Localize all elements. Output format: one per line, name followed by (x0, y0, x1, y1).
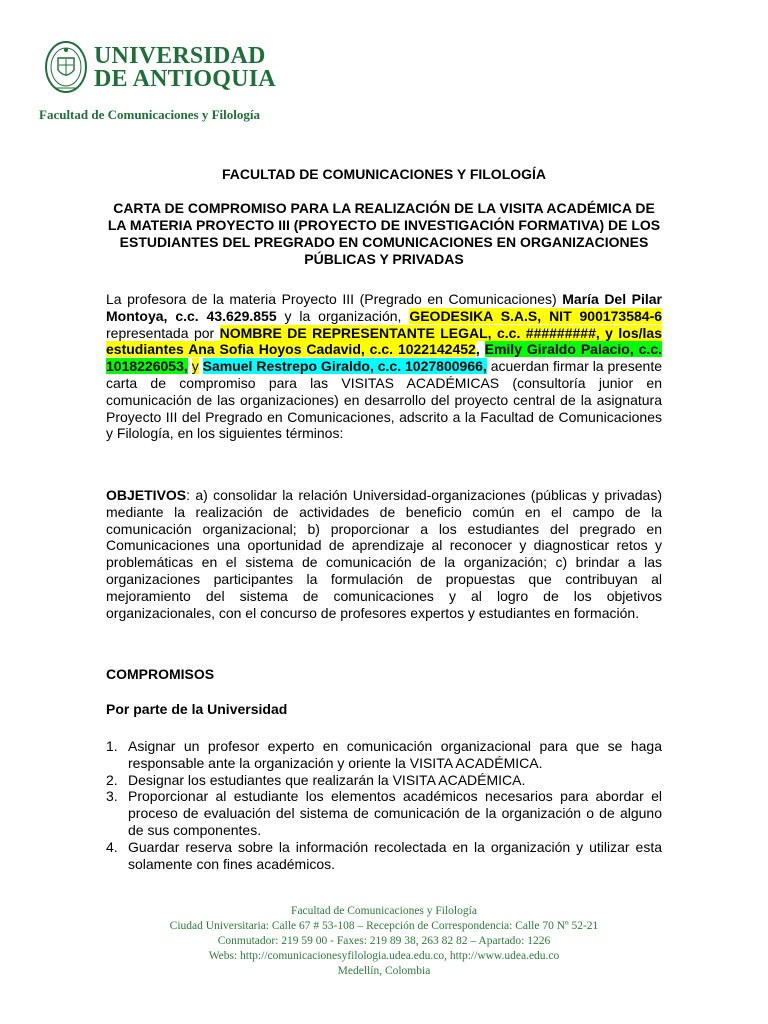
list-item-number: 2. (106, 771, 118, 788)
list-item-text: Designar los estudiantes que realizarán la VISITA ACADÉMICA. (128, 771, 526, 788)
representative-and-student1: NOMBRE DE REPRESENTANTE LEGAL, c.c. #########, y los/las estudiantes Ana Sofia Hoyos Cadavid, c.c. 1022142452 (106, 324, 662, 358)
student2: Emily Giraldo Palacio, c.c. 1018226053, (106, 341, 663, 375)
list-item (106, 738, 662, 772)
objectives-label: OBJETIVOS (106, 487, 187, 503)
intro-text-3: , (537, 307, 550, 324)
intro-text-8: acuerdan firmar la presente carta de compromiso para las VISITAS ACADÉMICAS (consultoría junior en comunicación de las organizaciones) en desarrollo del proyecto central de la asignatura Proyecto III del Pregrado en Comunicaciones, adscrito a la Facultad de Comunicaciones y Filología, en los siguientes términos: (106, 358, 662, 442)
organization-nit: NIT 900173584-6 (549, 307, 663, 324)
list-item (106, 839, 662, 873)
list-item (106, 788, 662, 838)
commitments-list (106, 738, 662, 872)
list-item-number: 3. (106, 788, 118, 805)
intro-text-4: representada por (106, 324, 220, 341)
professor-name: María Del Pilar Montoya, c.c. 43.629.855 (106, 291, 662, 324)
footer-phones: Conmutador: 219 59 00 - Faxes: 219 89 38, 263 82 82 – Apartado: 1226 (217, 935, 551, 947)
intro-paragraph (106, 291, 662, 442)
list-item-text: Guardar reserva sobre la información recolectada en la organización y utilizar esta solamente con fines académicos. (128, 838, 662, 872)
compromisos-heading: COMPROMISOS (106, 666, 215, 682)
university-header (39, 40, 444, 130)
objectives-text: : a) consolidar la relación Universidad-organizaciones (públicas y privadas) mediante la realización de actividades de beneficio común en el campo de la comunicación organizacional; b) proporcionar a los estudiantes del pregrado en Comunicaciones una oportunidad de aprendizaje al reconocer y diagnosticar retos y problemáticas en el sistema de comunicación de la organización; c) brindar a las organizaciones participantes la formulación de propuestas que contribuyan al mejoramiento del sistema de comunicaciones y al logro de los objetivos organizacionales, con el concurso de profesores expertos y estudiantes en formación. (106, 487, 662, 621)
intro-text-5: , (475, 341, 485, 358)
list-item-text: Proporcionar al estudiante los elementos académicos necesarios para abordar el proceso de evaluación del sistema de comunicación de la organización o de alguno de sus componentes. (128, 788, 662, 838)
university-seal-icon (44, 40, 88, 98)
page-footer (0, 904, 768, 979)
objectives-paragraph (106, 487, 662, 621)
document-title: CARTA DE COMPROMISO PARA LA REALIZACIÓN DE LA VISITA ACADÉMICA DE LA MATERIA PROYECTO III (PROYECTO DE INVESTIGACIÓN FORMATIVA) DE LOS ESTUDIANTES DEL PREGRADO EN COMUNICACIONES EN ORGANIZACIONES PÚBLICAS Y PRIVADAS (107, 200, 661, 267)
organization-name: GEODESIKA S.A.S (409, 307, 538, 324)
footer-websites: Webs: http://comunicacionesyfilologia.udea.edu.co, http://www.udea.edu.co (208, 950, 560, 962)
intro-text-1: La profesora de la materia Proyecto III (Pregrado en Comunicaciones) (106, 291, 563, 307)
student3: Samuel Restrepo Giraldo, c.c. 1027800966, (202, 358, 487, 375)
intro-text-2: y la organización, (276, 307, 410, 324)
university-name-line2: DE ANTIOQUIA (94, 66, 276, 92)
list-item-number: 4. (106, 838, 118, 855)
university-commitments-heading: Por parte de la Universidad (106, 701, 288, 717)
footer-address: Ciudad Universitaria: Calle 67 # 53-108 – Recepción de Correspondencia: Calle 70 Nº 52-21 (169, 920, 599, 932)
list-item (106, 772, 662, 789)
faculty-name: Facultad de Comunicaciones y Filología (39, 107, 260, 122)
list-item-number: 1. (106, 738, 118, 754)
conjunction-y: y (191, 358, 199, 375)
university-name (94, 45, 276, 91)
footer-city: Medellín, Colombia (337, 965, 431, 977)
list-item-text: Asignar un profesor experto en comunicación organizacional para que se haga responsable ante la organización y oriente la VISITA ACADÉMICA. (128, 738, 662, 771)
university-name-line1: UNIVERSIDAD (94, 43, 266, 69)
faculty-title: FACULTAD DE COMUNICACIONES Y FILOLOGÍA (221, 166, 547, 182)
footer-faculty: Facultad de Comunicaciones y Filología (291, 905, 477, 917)
